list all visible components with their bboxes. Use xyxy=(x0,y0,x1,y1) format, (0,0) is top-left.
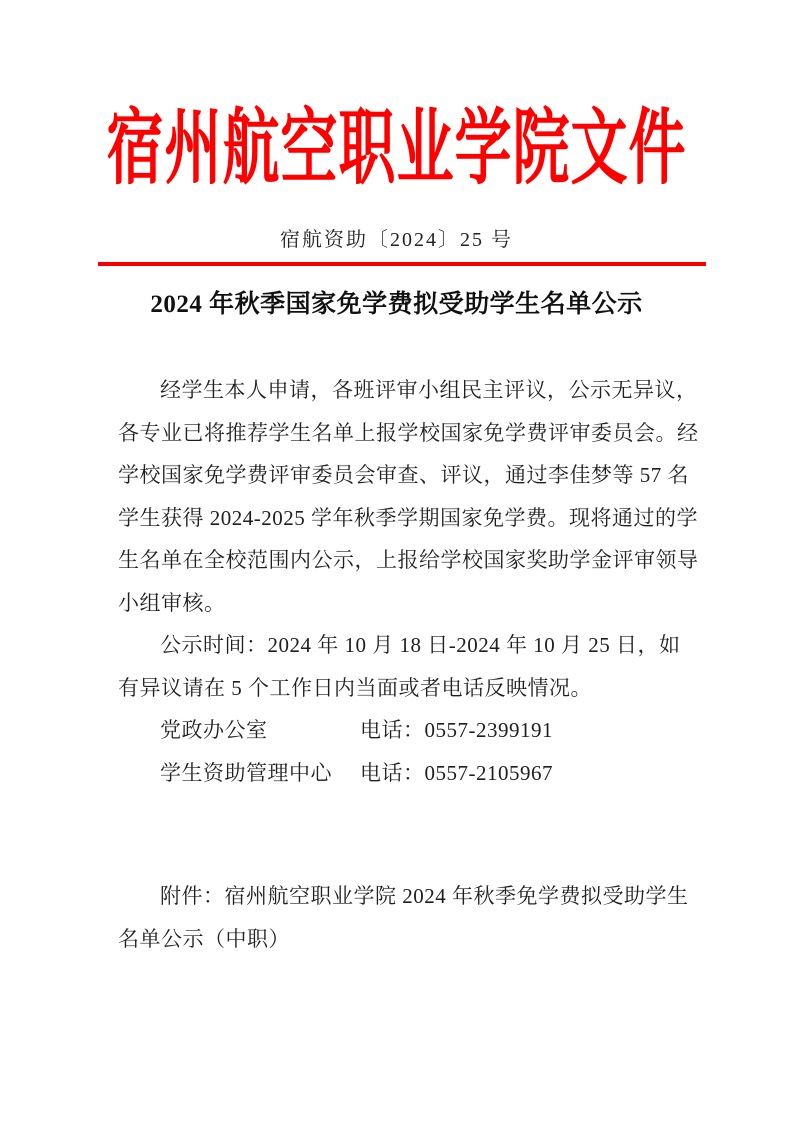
body-line: 生名单在全校范围内公示，上报给学校国家奖助学金评审领导 xyxy=(118,548,699,572)
contact-row xyxy=(118,709,698,752)
attachment-note xyxy=(118,875,698,960)
body-line: 学生获得 2024-2025 学年秋季学期国家免学费。现将通过的学 xyxy=(118,505,698,530)
body-line: 小组审核。 xyxy=(118,590,226,615)
contact-phone-number: 电话：0557-2399191 xyxy=(360,718,553,742)
body-line: 经学生本人申请，各班评审小组民主评议，公示无异议， xyxy=(160,378,698,402)
body-line: 各专业已将推荐学生名单上报学校国家免学费评审委员会。经 xyxy=(118,420,699,445)
body-line: 公示时间：2024 年 10 月 18 日-2024 年 10 月 25 日，如 xyxy=(160,633,681,657)
notice-title: 2024 年秋季国家免学费拟受助学生名单公示 xyxy=(150,291,643,318)
contact-office-name: 学生资助管理中心 xyxy=(160,760,332,785)
body-line: 有异议请在 5 个工作日内当面或者电话反映情况。 xyxy=(118,675,592,700)
contact-phone-number: 电话：0557-2105967 xyxy=(360,760,553,785)
document-number: 宿航资助〔2024〕25 号 xyxy=(280,229,513,251)
attachment-line: 附件：宿州航空职业学院 2024 年秋季免学费拟受助学生 xyxy=(160,884,689,908)
letterhead-title: 宿州航空职业学院文件 xyxy=(106,103,687,195)
contact-row xyxy=(118,752,698,795)
attachment-line: 名单公示（中职） xyxy=(118,926,290,951)
notice-body xyxy=(118,369,698,794)
red-divider-line xyxy=(98,262,706,266)
contact-office-name: 党政办公室 xyxy=(160,718,268,742)
body-line: 学校国家免学费评审委员会审查、评议，通过李佳梦等 57 名 xyxy=(118,463,689,487)
